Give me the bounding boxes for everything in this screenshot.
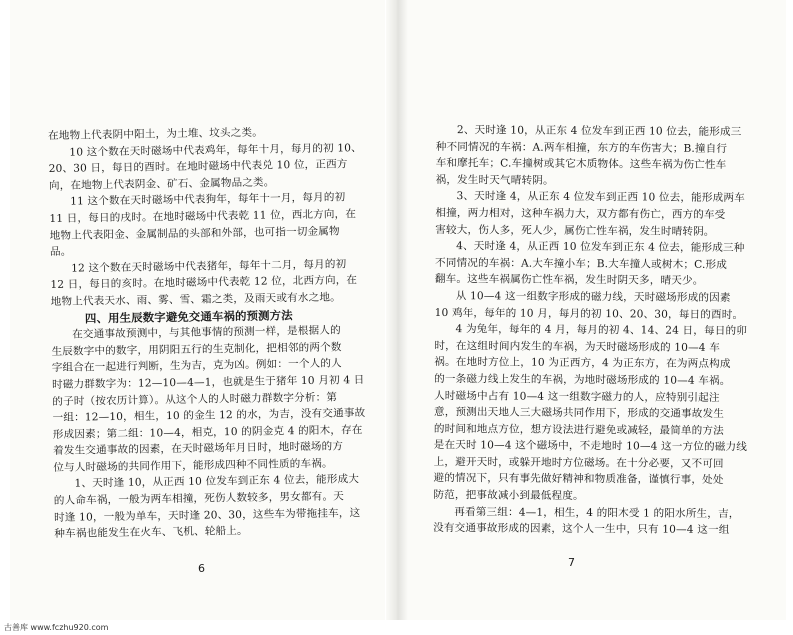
site-watermark: 古善库 www.fczhu920.com: [4, 623, 109, 632]
text-line: 再看第三组：4—1，相生，4 的阳木受 1 的阳水所生，吉，: [454, 505, 740, 520]
text-line: 害较大，伤人多，死人少，属伤亡性车祸，发生时晴转阴。: [435, 223, 715, 238]
text-line: 种车祸也能发生在火车、飞机、轮船上。: [54, 525, 248, 541]
text-line: 12 这个数在天时磁场中代表猪年，每年十二月，每月的初: [71, 258, 347, 275]
text-line: 着发生交通事故的因素，在天时磁场年月日时，地时磁场的方: [52, 440, 344, 458]
text-line: 意，预测出天地人三大磁场共同作用下，形成的交通事故发生: [433, 406, 725, 421]
text-line: 4 为兔年，每年的 4 月，每月的初 4、14、24 日，每日的卯: [455, 323, 748, 338]
text-line: 防范，把事故减小到最低程度。: [433, 489, 584, 503]
text-line: 的人命车祸，一般为两车相撞，死伤人数较多，男女都有。天: [53, 490, 345, 508]
text-line: 4、天时逢 4，从正西 10 位发车到正东 4 位去，能形成三种: [456, 240, 745, 255]
text-line: 时，在这组时间内发生的车祸，为天时磁场形成的 10—4 车: [434, 339, 721, 354]
text-line: 向，在地物上代表阴金、矿石、金属物品之类。: [48, 176, 275, 192]
text-line: 形成因素；第二组：10—4，相克，10 的阴金克 4 的阳木，存在: [52, 423, 363, 441]
text-line: 翻车。这些车祸属伤亡性车祸，发生时阴天多，晴天少。: [434, 273, 704, 288]
text-line: 祸，发生时天气晴转阴。: [435, 173, 554, 187]
left-page-text: [48, 123, 372, 543]
text-line: 相撞，两力相对，这种车祸力大，双方都有伤亡，西方的车受: [435, 206, 726, 221]
text-line: 人时磁场中占有 10—4 这一组数字磁力的人，应特别引起注: [434, 389, 720, 404]
text-line: 时逢 10，一般为单车，天时逢 20、30，这些车为带拖挂车，这: [54, 506, 361, 524]
text-line: 在交通事故预测中，与其他事情的预测一样，是根据人的: [72, 324, 341, 341]
right-page-text: [433, 122, 760, 539]
left-page: [10, 0, 385, 620]
text-line: 生辰数字中的数字，用阴阳五行的生克制化，把相邻的两个数: [51, 341, 342, 358]
section-heading: 四、用生辰数字避免交通车祸的预测方法: [84, 307, 293, 325]
text-line: 祸。在地时方位上，10 为正西方，4 为正东方，在为两点构成: [434, 356, 731, 371]
text-line: 11 日，每日的戌时。在地时磁场中代表乾 11 位，西北方向，在: [49, 208, 357, 225]
text-line: 避的情况下，只有事先做好精神和物质准备，谨慎行事，处处: [433, 472, 724, 487]
text-line: 2、天时逢 10，从正东 4 位发车到正西 10 位去，能形成三: [456, 124, 742, 139]
right-page: [408, 0, 786, 620]
text-line: 从 10—4 这一组数字形成的磁力线，天时磁场形成的因素: [455, 290, 731, 304]
text-line: 10 这个数在天时磁场中代表鸡年，每年十月，每月的初 10、: [69, 141, 362, 159]
left-page-number: 6: [198, 562, 205, 575]
text-line: 字组合在一起进行判断，生为吉，克为凶。例如：一个人的人: [51, 357, 342, 375]
text-line: 3、天时逢 4，从正东 4 位发车到正西 10 位去，能形成两车: [456, 190, 745, 205]
text-line: 没有交通事故形成的因素，这个人一生中，只有 10—4 这一组: [433, 522, 730, 537]
text-line: 品。: [49, 245, 72, 259]
book-gutter: [386, 0, 408, 620]
text-line: 10 鸡年，每年的 10 月，每月的初 10、20、30，每日的酉时。: [434, 306, 744, 321]
text-line: 12 日，每日的亥时。在地时磁场中代表乾 12 位，北西方向，在: [50, 274, 358, 292]
text-line: 种不同情况的车祸：A.两车相撞，东方的车伤害大；B.撞自行: [435, 140, 728, 155]
text-line: 在地物上代表阴中阳土，为土堆、坟头之类。: [48, 126, 264, 142]
text-line: 的子时（按农历计算）。从这个人的人时磁力群数字分析：第: [52, 390, 338, 408]
right-page-number: 7: [568, 556, 575, 569]
text-line: 地物上代表阳金、金属制品的头部和外部，也可指一切金属物: [49, 224, 340, 242]
text-line: 11 这个数在天时磁场中代表狗年，每年十一月，每月的初: [70, 191, 346, 209]
text-line: 位与人时磁场的共同作用下，能形成四种不同性质的车祸。: [53, 457, 333, 474]
text-line: 不同情况的车祸：A.大车撞小车；B.大车撞人或树木；C.形成: [434, 256, 728, 271]
text-line: 地物上代表天水、雨、雾、雪、霜之类，及雨天或有水之地。: [50, 291, 341, 308]
text-line: 20、30 日，每日的酉时。在地时磁场中代表兑 10 位，正西方: [48, 158, 348, 176]
text-line: 是在天时 10—4 这个磁场中，不走地时 10—4 这一方位的磁力线: [433, 439, 748, 454]
text-line: 一组：12—10，相生，10 的金生 12 的水，为吉，没有交通事故: [52, 407, 366, 425]
text-line: 上，避开天时，或躲开地时方位磁场。在十分必要，又不可回: [433, 455, 724, 470]
text-line: 的一条磁力线上发生的车祸，为地时磁场形成的 10—4 车祸。: [434, 372, 731, 387]
text-line: 1、天时逢 10，从正西 10 位发车到正东 4 位去，能形成大: [74, 473, 360, 491]
text-line: 时磁力群数字为：12—10—4—1，也就是生于猪年 10 月初 4 日: [51, 373, 365, 391]
text-line: 车和摩托车；C.车撞树或其它木质物体。这些车祸为伤亡性车: [435, 157, 727, 172]
text-line: 的时间和地点方位，想方设法进行避免或减轻，最简单的方法: [433, 422, 724, 437]
